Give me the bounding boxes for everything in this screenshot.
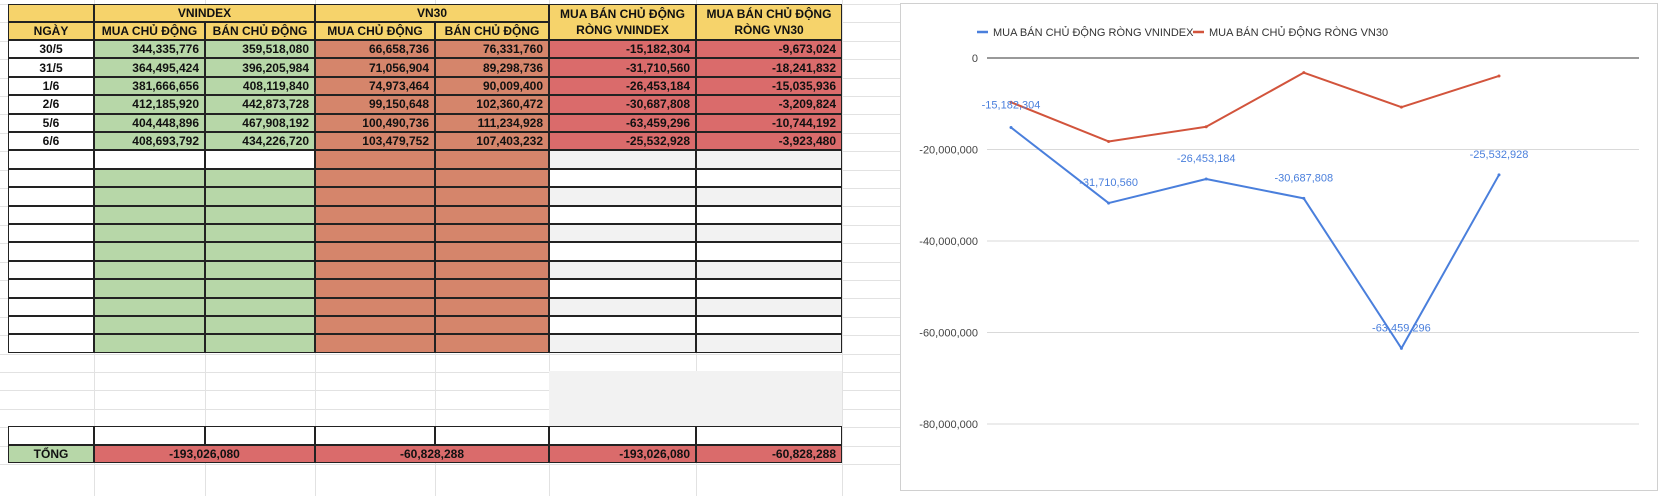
legend-label: MUA BÁN CHỦ ĐỘNG RÒNG VN30 — [1209, 27, 1389, 39]
empty-cell[interactable] — [205, 150, 315, 168]
empty-cell[interactable] — [94, 206, 205, 224]
empty-cell[interactable] — [549, 390, 842, 408]
header-vnindex[interactable]: VNINDEX — [94, 4, 315, 22]
empty-cell[interactable] — [315, 169, 435, 187]
empty-cell[interactable] — [8, 187, 94, 205]
series-point — [1498, 173, 1501, 176]
cell-vni-mua[interactable]: 408,693,792 — [94, 132, 205, 150]
cell-vn30-mua[interactable]: 66,658,736 — [315, 40, 435, 58]
empty-cell[interactable] — [435, 261, 549, 279]
empty-cell[interactable] — [205, 242, 315, 260]
cell-vni-mua[interactable]: 344,335,776 — [94, 40, 205, 58]
empty-cell[interactable] — [94, 426, 205, 444]
empty-cell[interactable] — [549, 206, 696, 224]
data-label: -63,459,296 — [1372, 322, 1431, 335]
series-point — [1400, 347, 1403, 350]
empty-cell[interactable] — [315, 334, 435, 352]
empty-cell[interactable] — [205, 298, 315, 316]
empty-cell[interactable] — [549, 187, 696, 205]
empty-cell[interactable] — [205, 316, 315, 334]
empty-cell[interactable] — [205, 169, 315, 187]
empty-cell[interactable] — [205, 261, 315, 279]
empty-cell[interactable] — [549, 298, 696, 316]
y-tick-label: 0 — [971, 53, 978, 65]
series-point — [1010, 126, 1013, 129]
empty-cell[interactable] — [549, 242, 696, 260]
empty-cell[interactable] — [94, 242, 205, 260]
header-vni-ban[interactable]: BÁN CHỦ ĐỘNG — [205, 22, 315, 40]
empty-cell[interactable] — [549, 169, 696, 187]
empty-cell[interactable] — [435, 279, 549, 297]
series-point — [1205, 178, 1208, 181]
legend-label: MUA BÁN CHỦ ĐỘNG RÒNG VNINDEX — [993, 27, 1194, 39]
cell-vni-mua[interactable]: 364,495,424 — [94, 58, 205, 76]
cell-rong-vni[interactable]: -15,182,304 — [549, 40, 696, 58]
sheet-gridline — [0, 354, 900, 355]
header-ngay[interactable]: NGÀY — [8, 22, 94, 40]
cell-vn30-ban[interactable]: 102,360,472 — [435, 95, 549, 113]
empty-cell[interactable] — [696, 279, 842, 297]
header-rong-vnindex[interactable]: MUA BÁN CHỦ ĐỘNG RÒNG VNINDEX — [549, 4, 696, 40]
cell-rong-vni[interactable]: -31,710,560 — [549, 58, 696, 76]
y-tick-label: -60,000,000 — [919, 327, 978, 340]
empty-cell[interactable] — [8, 242, 94, 260]
empty-cell[interactable] — [696, 150, 842, 168]
header-vn30[interactable]: VN30 — [315, 4, 549, 22]
cell-vn30-mua[interactable]: 103,479,752 — [315, 132, 435, 150]
empty-cell[interactable] — [315, 261, 435, 279]
chart-svg — [901, 4, 1657, 490]
empty-cell[interactable] — [8, 334, 94, 352]
empty-cell[interactable] — [94, 298, 205, 316]
cell-vn30-mua[interactable]: 99,150,648 — [315, 95, 435, 113]
empty-cell[interactable] — [549, 408, 842, 426]
empty-cell[interactable] — [435, 334, 549, 352]
empty-cell[interactable] — [8, 279, 94, 297]
empty-cell[interactable] — [8, 298, 94, 316]
cell-rong-vn30[interactable]: -9,673,024 — [696, 40, 842, 58]
total-label[interactable]: TỔNG — [8, 445, 94, 463]
header-cell-empty[interactable] — [8, 4, 94, 22]
data-label: -30,687,808 — [1274, 172, 1334, 185]
empty-cell[interactable] — [435, 206, 549, 224]
cell-rong-vn30[interactable]: -3,923,480 — [696, 132, 842, 150]
empty-cell[interactable] — [94, 261, 205, 279]
empty-cell[interactable] — [549, 261, 696, 279]
empty-cell[interactable] — [8, 224, 94, 242]
cell-rong-vni[interactable]: -26,453,184 — [549, 77, 696, 95]
empty-cell[interactable] — [696, 426, 842, 444]
empty-cell[interactable] — [315, 298, 435, 316]
cell-vni-ban[interactable]: 442,873,728 — [205, 95, 315, 113]
cell-vn30-ban[interactable]: 89,298,736 — [435, 58, 549, 76]
header-vn30-ban[interactable]: BÁN CHỦ ĐỘNG — [435, 22, 549, 40]
cell-vni-mua[interactable]: 404,448,896 — [94, 114, 205, 132]
data-label: -31,710,560 — [1079, 177, 1138, 190]
empty-cell[interactable] — [696, 169, 842, 187]
empty-cell[interactable] — [94, 334, 205, 352]
series-line-1 — [1011, 127, 1499, 348]
empty-cell[interactable] — [549, 426, 696, 444]
empty-cell[interactable] — [549, 279, 696, 297]
empty-cell[interactable] — [696, 316, 842, 334]
empty-cell[interactable] — [315, 426, 435, 444]
empty-cell[interactable] — [435, 426, 549, 444]
cell-rong-vni[interactable]: -63,459,296 — [549, 114, 696, 132]
data-label: -25,532,928 — [1469, 148, 1529, 161]
empty-cell[interactable] — [8, 426, 94, 444]
series-point — [1302, 71, 1305, 74]
total-vnindex[interactable]: -193,026,080 — [94, 445, 315, 463]
y-tick-label: -80,000,000 — [919, 419, 978, 431]
empty-cell[interactable] — [205, 334, 315, 352]
cell-vn30-mua[interactable]: 71,056,904 — [315, 58, 435, 76]
cell-vni-ban[interactable]: 434,226,720 — [205, 132, 315, 150]
empty-cell[interactable] — [315, 206, 435, 224]
empty-cell[interactable] — [549, 150, 696, 168]
empty-cell[interactable] — [435, 242, 549, 260]
empty-cell[interactable] — [8, 150, 94, 168]
empty-cell[interactable] — [696, 261, 842, 279]
cell-vn30-ban[interactable]: 90,009,400 — [435, 77, 549, 95]
empty-cell[interactable] — [696, 298, 842, 316]
total-rong-vnindex[interactable]: -193,026,080 — [549, 445, 696, 463]
empty-cell[interactable] — [549, 224, 696, 242]
cell-vn30-ban[interactable]: 107,403,232 — [435, 132, 549, 150]
empty-cell[interactable] — [8, 261, 94, 279]
empty-cell[interactable] — [8, 206, 94, 224]
cell-rong-vn30[interactable]: -15,035,936 — [696, 77, 842, 95]
cell-rong-vn30[interactable]: -10,744,192 — [696, 114, 842, 132]
data-label: -26,453,184 — [1176, 153, 1236, 166]
empty-cell[interactable] — [315, 150, 435, 168]
cell-vni-ban[interactable]: 467,908,192 — [205, 114, 315, 132]
empty-cell[interactable] — [205, 279, 315, 297]
empty-cell[interactable] — [435, 187, 549, 205]
cell-vni-ban[interactable]: 408,119,840 — [205, 77, 315, 95]
empty-cell[interactable] — [435, 150, 549, 168]
empty-cell[interactable] — [435, 316, 549, 334]
empty-cell[interactable] — [549, 334, 696, 352]
empty-cell[interactable] — [696, 224, 842, 242]
empty-cell[interactable] — [315, 224, 435, 242]
empty-cell[interactable] — [94, 316, 205, 334]
cell-vni-mua[interactable]: 412,185,920 — [94, 95, 205, 113]
empty-cell[interactable] — [315, 316, 435, 334]
series-point — [1302, 197, 1305, 200]
cell-vni-mua[interactable]: 381,666,656 — [94, 77, 205, 95]
empty-cell[interactable] — [205, 206, 315, 224]
series-point — [1107, 202, 1110, 205]
series-point — [1400, 106, 1403, 109]
cell-vn30-mua[interactable]: 74,973,464 — [315, 77, 435, 95]
empty-cell[interactable] — [8, 316, 94, 334]
empty-cell[interactable] — [8, 169, 94, 187]
data-label: -15,182,304 — [981, 99, 1041, 112]
header-vni-mua[interactable]: MUA CHỦ ĐỘNG — [94, 22, 205, 40]
empty-cell[interactable] — [94, 150, 205, 168]
cell-ngay[interactable]: 31/5 — [8, 58, 94, 76]
series-point — [1205, 125, 1208, 128]
cell-rong-vn30[interactable]: -3,209,824 — [696, 95, 842, 113]
empty-cell[interactable] — [696, 334, 842, 352]
empty-cell[interactable] — [315, 242, 435, 260]
empty-cell[interactable] — [435, 169, 549, 187]
series-line-2 — [1011, 73, 1499, 142]
total-vn30[interactable]: -60,828,288 — [315, 445, 549, 463]
empty-cell[interactable] — [205, 426, 315, 444]
cell-vn30-ban[interactable]: 111,234,928 — [435, 114, 549, 132]
empty-cell[interactable] — [549, 371, 842, 389]
cell-vn30-mua[interactable]: 100,490,736 — [315, 114, 435, 132]
empty-cell[interactable] — [315, 279, 435, 297]
empty-cell[interactable] — [435, 224, 549, 242]
cell-vni-ban[interactable]: 396,205,984 — [205, 58, 315, 76]
cell-ngay[interactable]: 2/6 — [8, 95, 94, 113]
series-point — [1107, 140, 1110, 143]
empty-cell[interactable] — [205, 187, 315, 205]
cell-rong-vni[interactable]: -25,532,928 — [549, 132, 696, 150]
cell-ngay[interactable]: 1/6 — [8, 77, 94, 95]
empty-cell[interactable] — [205, 224, 315, 242]
cell-rong-vni[interactable]: -30,687,808 — [549, 95, 696, 113]
cell-vn30-ban[interactable]: 76,331,760 — [435, 40, 549, 58]
empty-cell[interactable] — [94, 187, 205, 205]
cell-rong-vn30[interactable]: -18,241,832 — [696, 58, 842, 76]
line-chart[interactable] — [900, 3, 1658, 491]
cell-ngay[interactable]: 30/5 — [8, 40, 94, 58]
empty-cell[interactable] — [315, 187, 435, 205]
sheet-gridline — [842, 0, 843, 496]
empty-cell[interactable] — [696, 206, 842, 224]
empty-cell[interactable] — [435, 298, 549, 316]
cell-ngay[interactable]: 6/6 — [8, 132, 94, 150]
sheet-gridline — [0, 464, 900, 465]
empty-cell[interactable] — [696, 242, 842, 260]
series-point — [1498, 74, 1501, 77]
y-tick-label: -20,000,000 — [919, 144, 978, 157]
empty-cell[interactable] — [549, 316, 696, 334]
header-rong-vn30[interactable]: MUA BÁN CHỦ ĐỘNG RÒNG VN30 — [696, 4, 842, 40]
y-tick-label: -40,000,000 — [919, 236, 978, 248]
cell-ngay[interactable]: 5/6 — [8, 114, 94, 132]
total-rong-vn30[interactable]: -60,828,288 — [696, 445, 842, 463]
empty-cell[interactable] — [94, 224, 205, 242]
empty-cell[interactable] — [696, 187, 842, 205]
empty-cell[interactable] — [94, 279, 205, 297]
header-vn30-mua[interactable]: MUA CHỦ ĐỘNG — [315, 22, 435, 40]
cell-vni-ban[interactable]: 359,518,080 — [205, 40, 315, 58]
empty-cell[interactable] — [94, 169, 205, 187]
